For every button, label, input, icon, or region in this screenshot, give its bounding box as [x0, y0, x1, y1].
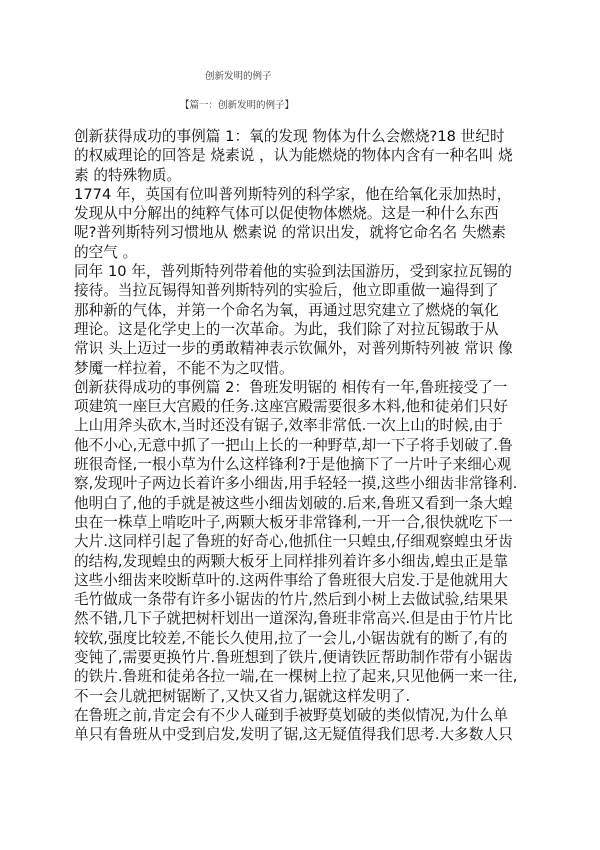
text-line: 那种新的气体，并第一个命名为氧，再通过思究建立了燃烧的氧化 [74, 301, 499, 319]
text-line: 梦魇一样拉着，不能不为之叹惜。 [74, 359, 294, 377]
text-line: 班很奇怪,一根小草为什么这样锋利?于是他摘下了一片叶子来细心观 [74, 456, 512, 474]
body-text [74, 127, 544, 745]
text-line: 毛竹做成一条带有许多小锯齿的竹片,然后到小树上去做试验,结果果 [74, 591, 509, 609]
text-line: 创新获得成功的事例篇 2：鲁班发明锯的 相传有一年,鲁班接受了一 [74, 378, 508, 396]
text-line: 同年 10 年，普列斯特列带着他的实验到法国游历，受到家拉瓦锡的 [74, 263, 513, 281]
text-line: 在鲁班之前,肯定会有不少人碰到手被野莫划破的类似情况,为什么单 [74, 706, 509, 724]
text-line: 的空气 。 [74, 243, 138, 261]
text-line: 的权威理论的回答是 烧素说 ，认为能燃烧的物体内含有一种名叫 烧 [74, 147, 513, 165]
text-line: 1774 年，英国有位叫普列斯特列的科学家，他在给氧化汞加热时， [74, 185, 512, 203]
text-line: 他明白了,他的手就是被这些小细齿划破的.后来,鲁班又看到一条大蝗 [74, 494, 513, 512]
text-line: 的结构,发现蝗虫的两颗大板牙上同样排列着许多小细齿,蝗虫正是靠 [74, 552, 509, 570]
text-line: 较软,强度比较差,不能长久使用,拉了一会儿,小锯齿就有的断了,有的 [74, 629, 508, 647]
text-line: 创新获得成功的事例篇 1：氧的发现 物体为什么会燃烧?18 世纪时 [74, 128, 505, 145]
section-heading: 【篇一：创新发明的例子】 [180, 100, 295, 111]
text-line: 理论。这是化学史上的一次革命。为此，我们除了对拉瓦锡敢于从 [74, 320, 499, 338]
text-line: 素 的特殊物质。 [74, 166, 182, 184]
text-line: 他不小心,无意中抓了一把山上长的一种野草,却一下子将手划破了.鲁 [74, 436, 513, 454]
text-line: 变钝了,需要更换竹片.鲁班想到了铁片,便请铁匠帮助制作带有小锯齿 [74, 649, 513, 667]
document-title: 创新发明的例子 [205, 71, 272, 82]
text-line: 呢?普列斯特列习惯地从 燃素说 的常识出发，就将它命名名 失燃素 [74, 224, 506, 242]
text-line: 接待。当拉瓦锡得知普列斯特列的实验后，他立即重做一遍得到了 [74, 282, 499, 300]
text-line: 上山用斧头砍木,当时还没有锯子,效率非常低.一次上山的时候,由于 [74, 417, 503, 435]
text-line: 的铁片.鲁班和徒弟各拉一端,在一棵树上拉了起来,只见他俩一来一往, [74, 668, 518, 686]
text-line: 单只有鲁班从中受到启发,发明了锯,这无疑值得我们思考.大多数人只 [74, 726, 513, 744]
text-line: 发现从中分解出的纯粹气体可以促使物体燃烧。这是一种什么东西 [74, 205, 499, 223]
text-line: 察,发现叶子两边长着许多小细齿,用手轻轻一摸,这些小细齿非常锋利. [74, 475, 518, 493]
text-line: 常识 头上迈过一步的勇敢精神表示钦佩外，对普列斯特列被 常识 像 [74, 340, 513, 358]
text-line: 不一会儿就把树锯断了,又快又省力,锯就这样发明了. [74, 687, 411, 705]
text-line: 项建筑一座巨大宫殿的任务.这座宫殿需要很多木料,他和徒弟们只好 [74, 398, 509, 416]
text-line: 虫在一株草上啃吃叶子,两颗大板牙非常锋利,一开一合,很快就吃下一 [74, 513, 513, 531]
text-line: 大片.这同样引起了鲁班的好奇心,他抓住一只蝗虫,仔细观察蝗虫牙齿 [74, 533, 513, 551]
text-line: 然不错,几下子就把树杆划出一道深沟,鲁班非常高兴.但是由于竹片比 [74, 610, 513, 628]
text-line: 这些小细齿来咬断草叶的.这两件事给了鲁班很大启发.于是他就用大 [74, 571, 509, 589]
